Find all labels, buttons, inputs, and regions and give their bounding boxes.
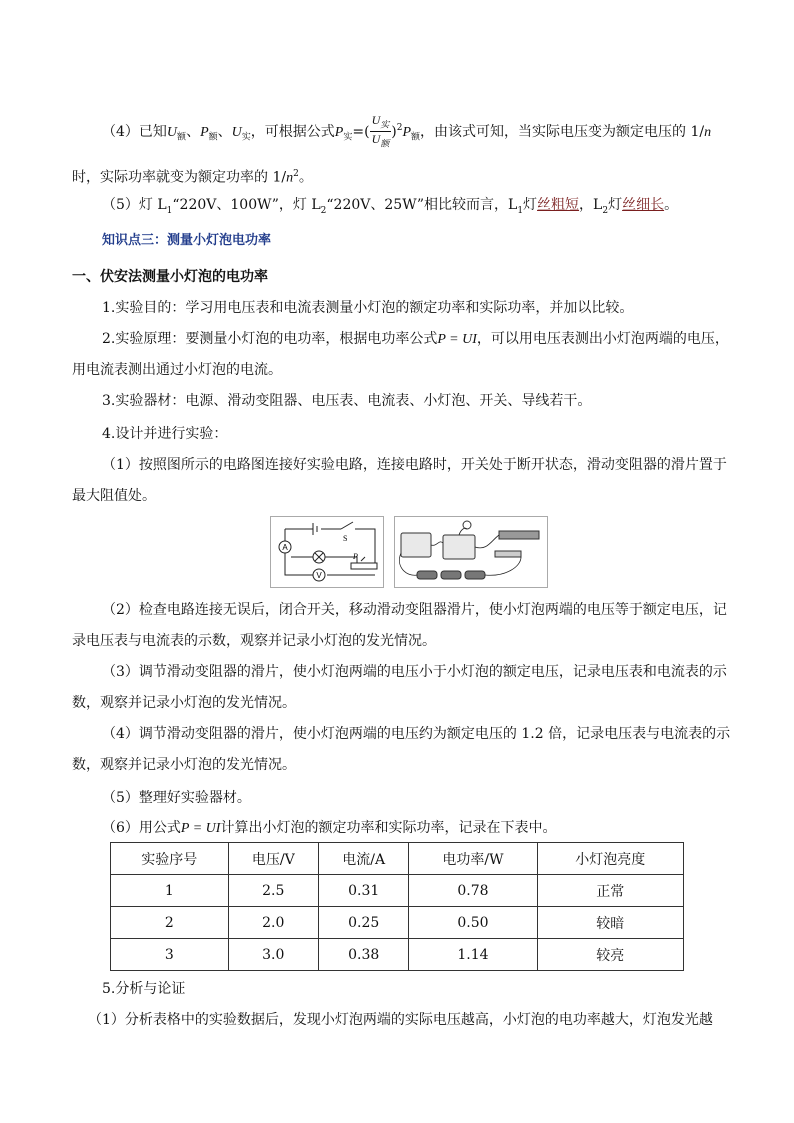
table-cell: 0.31 bbox=[318, 875, 408, 907]
table-row bbox=[111, 907, 684, 939]
slider-label: P bbox=[353, 552, 358, 561]
circuit-diagram-svg bbox=[271, 517, 383, 587]
item-4: 4.设计并进行实验： bbox=[102, 426, 228, 442]
step-4-line1: （4）调节滑动变阻器的滑片，使小灯泡两端的电压约为额定电压的 1.2 倍，记录电压表与电流表的示 bbox=[102, 726, 731, 742]
table-header: 小灯泡亮度 bbox=[537, 843, 684, 875]
item-5: 5.分析与论证 bbox=[102, 981, 186, 997]
step-3-line1: （3）调节滑动变阻器的滑片，使小灯泡两端的电压小于小灯泡的额定电压，记录电压表和电流表的示 bbox=[102, 664, 727, 680]
table-header: 电功率/W bbox=[409, 843, 537, 875]
table-cell: 1 bbox=[111, 875, 229, 907]
table-cell: 较暗 bbox=[537, 907, 684, 939]
table-cell: 3 bbox=[111, 939, 229, 971]
table-header-row bbox=[111, 843, 684, 875]
voltage-ratio-fraction: $\frac{U_实}{U_额}$ bbox=[371, 113, 390, 149]
section-heading-kp3: 知识点三：测量小灯泡电功率 bbox=[102, 233, 272, 248]
underlined-answer-thick-short: 丝粗短 bbox=[537, 197, 580, 213]
table-cell: 0.25 bbox=[318, 907, 408, 939]
table-header: 实验序号 bbox=[111, 843, 229, 875]
paragraph-5: （5）灯 $L_1“220V$、100W”，灯 $L_2“220V$、25W”相比较而言，$L_1$灯丝粗短，$L_2$灯丝细长。 bbox=[102, 197, 679, 216]
step-2-line1: （2）检查电路连接无误后，闭合开关，移动滑动变阻器滑片，使小灯泡两端的电压等于额定电压，记 bbox=[102, 602, 727, 618]
item-1: 1.实验目的：学习用电压表和电流表测量小灯泡的额定功率和实际功率，并加以比较。 bbox=[102, 300, 634, 316]
ammeter-label: A bbox=[282, 543, 288, 552]
table-cell: 1.14 bbox=[409, 939, 537, 971]
step-6: （6）用公式P = UI计算出小灯泡的额定功率和实际功率，记录在下表中。 bbox=[102, 820, 557, 836]
apparatus-illustration bbox=[394, 516, 548, 588]
results-table bbox=[110, 842, 684, 971]
table-header: 电压/V bbox=[228, 843, 318, 875]
table-cell: 2.0 bbox=[228, 907, 318, 939]
apparatus-svg bbox=[395, 517, 547, 587]
table-row bbox=[111, 875, 684, 907]
switch-label: S bbox=[343, 534, 348, 543]
table-cell: 正常 bbox=[537, 875, 684, 907]
step-1-line2: 最大阻值处。 bbox=[72, 488, 156, 504]
step-4-line2: 数，观察并记录小灯泡的发光情况。 bbox=[72, 757, 296, 773]
circuit-diagram bbox=[270, 516, 384, 588]
step-2-line2: 录电压表与电流表的示数，观察并记录小灯泡的发光情况。 bbox=[72, 633, 436, 649]
step-5: （5）整理好实验器材。 bbox=[102, 790, 251, 806]
table-cell: 0.50 bbox=[409, 907, 537, 939]
underlined-answer-thin-long: 丝细长 bbox=[622, 197, 665, 213]
step-3-line2: 数，观察并记录小灯泡的发光情况。 bbox=[72, 695, 296, 711]
paragraph-4-line2: 时，实际功率就变为额定功率的 $1/n^2$。 bbox=[72, 169, 313, 186]
analysis-1: （1）分析表格中的实验数据后，发现小灯泡两端的实际电压越高，小灯泡的电功率越大，灯泡发光越 bbox=[88, 1012, 713, 1028]
item-2-line2: 用电流表测出通过小灯泡的电流。 bbox=[72, 362, 282, 378]
table-cell: 0.38 bbox=[318, 939, 408, 971]
item-2-line1: 2.实验原理：要测量小灯泡的电功率，根据电功率公式P = UI，可以用电压表测出小灯泡两端的电压， bbox=[102, 331, 729, 347]
item-3: 3.实验器材：电源、滑动变阻器、电压表、电流表、小灯泡、开关、导线若干。 bbox=[102, 393, 592, 409]
voltmeter-label: V bbox=[316, 571, 322, 580]
table-cell: 2 bbox=[111, 907, 229, 939]
table-cell: 0.78 bbox=[409, 875, 537, 907]
step-1-line1: （1）按照图所示的电路图连接好实验电路，连接电路时，开关处于断开状态，滑动变阻器的滑片置于 bbox=[102, 457, 727, 473]
table-row bbox=[111, 939, 684, 971]
table-header: 电流/A bbox=[318, 843, 408, 875]
subsection-heading-1: 一、伏安法测量小灯泡的电功率 bbox=[72, 269, 268, 285]
table-cell: 3.0 bbox=[228, 939, 318, 971]
table-cell: 2.5 bbox=[228, 875, 318, 907]
paragraph-4-line1: （4）已知$U_额$、$P_额$、$U_实$，可根据公式$P_实=$( $\frac{U_实}{U_额}$ )$^2P_额$，由该式可知，当实际电压变为额定电压的 1/n bbox=[102, 113, 712, 149]
table-cell: 较亮 bbox=[537, 939, 684, 971]
